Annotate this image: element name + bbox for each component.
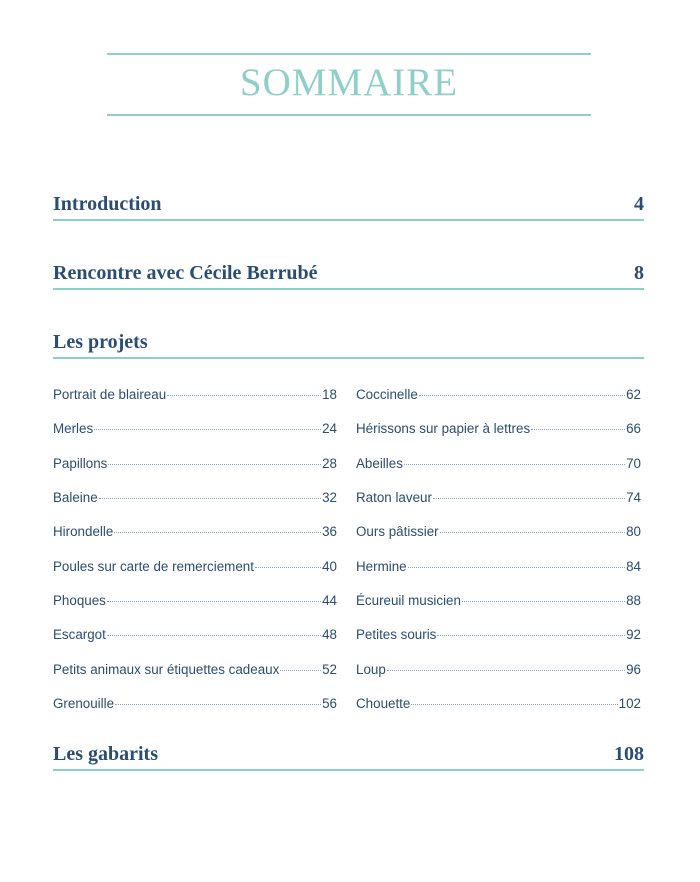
toc-entry[interactable] xyxy=(53,456,337,474)
leader-dots xyxy=(255,566,321,568)
toc-entry[interactable] xyxy=(356,490,641,508)
entry-page: 44 xyxy=(322,593,337,608)
entry-label: Phoques xyxy=(53,593,106,608)
toc-entry[interactable] xyxy=(53,421,337,439)
section-rule xyxy=(53,769,644,771)
section-label: Introduction xyxy=(53,193,162,215)
toc-entry[interactable] xyxy=(53,662,337,680)
entry-page: 36 xyxy=(322,524,337,539)
entry-page: 32 xyxy=(322,490,337,505)
leader-dots xyxy=(404,463,625,465)
section-label: Rencontre avec Cécile Berrubé xyxy=(53,262,318,284)
entry-page: 48 xyxy=(322,627,337,642)
toc-section-rencontre[interactable] xyxy=(53,262,644,285)
toc-entry[interactable] xyxy=(356,593,641,611)
leader-dots xyxy=(531,428,625,430)
toc-entry[interactable] xyxy=(356,662,641,680)
toc-section-introduction[interactable] xyxy=(53,193,644,216)
toc-entry[interactable] xyxy=(356,387,641,405)
leader-dots xyxy=(99,497,321,499)
entry-page: 70 xyxy=(626,456,641,471)
toc-section-gabarits[interactable] xyxy=(53,743,644,766)
section-page: 4 xyxy=(634,193,644,215)
section-page: 8 xyxy=(634,262,644,284)
entry-page: 96 xyxy=(626,662,641,677)
toc-entry[interactable] xyxy=(53,490,337,508)
toc-entry[interactable] xyxy=(53,387,337,405)
leader-dots xyxy=(108,463,321,465)
entry-label: Petits animaux sur étiquettes cadeaux xyxy=(53,662,280,677)
entry-page: 52 xyxy=(322,662,337,677)
entry-label: Petites souris xyxy=(356,627,437,642)
entry-page: 88 xyxy=(626,593,641,608)
title-rule-top xyxy=(107,53,591,55)
entry-label: Portrait de blaireau xyxy=(53,387,167,402)
section-label: Les projets xyxy=(53,331,148,353)
toc-entry[interactable] xyxy=(356,559,641,577)
leader-dots xyxy=(94,428,321,430)
page-title: SOMMAIRE xyxy=(239,61,459,104)
toc-entry[interactable] xyxy=(53,627,337,645)
title-rule-bottom xyxy=(107,114,591,116)
entry-label: Coccinelle xyxy=(356,387,418,402)
entry-label: Poules sur carte de remerciement xyxy=(53,559,254,574)
leader-dots xyxy=(408,566,625,568)
entry-page: 56 xyxy=(322,696,337,711)
toc-section-projets[interactable] xyxy=(53,331,644,354)
entry-label: Raton laveur xyxy=(356,490,432,505)
section-page: 108 xyxy=(614,743,644,765)
toc-entry[interactable] xyxy=(356,524,641,542)
entry-label: Ours pâtissier xyxy=(356,524,439,539)
entry-page: 92 xyxy=(626,627,641,642)
entry-page: 62 xyxy=(626,387,641,402)
toc-entry[interactable] xyxy=(53,524,337,542)
section-rule xyxy=(53,288,644,290)
entry-page: 84 xyxy=(626,559,641,574)
leader-dots xyxy=(167,394,321,396)
entry-label: Hérissons sur papier à lettres xyxy=(356,421,531,436)
leader-dots xyxy=(387,669,625,671)
leader-dots xyxy=(114,531,321,533)
leader-dots xyxy=(107,600,321,602)
leader-dots xyxy=(433,497,625,499)
entry-page: 40 xyxy=(322,559,337,574)
section-label: Les gabarits xyxy=(53,743,158,765)
section-rule xyxy=(53,357,644,359)
entry-label: Baleine xyxy=(53,490,98,505)
entry-label: Abeilles xyxy=(356,456,403,471)
entry-page: 102 xyxy=(618,696,641,711)
entry-label: Escargot xyxy=(53,627,106,642)
entry-page: 74 xyxy=(626,490,641,505)
leader-dots xyxy=(437,634,625,636)
entry-label: Papillons xyxy=(53,456,108,471)
leader-dots xyxy=(411,703,617,705)
leader-dots xyxy=(280,669,321,671)
leader-dots xyxy=(440,531,625,533)
entry-label: Grenouille xyxy=(53,696,115,711)
entry-label: Chouette xyxy=(356,696,411,711)
entry-label: Hermine xyxy=(356,559,407,574)
toc-entry[interactable] xyxy=(356,456,641,474)
entry-label: Hirondelle xyxy=(53,524,114,539)
leader-dots xyxy=(115,703,321,705)
entry-page: 24 xyxy=(322,421,337,436)
entry-page: 28 xyxy=(322,456,337,471)
leader-dots xyxy=(419,394,625,396)
entry-label: Écureuil musicien xyxy=(356,593,461,608)
entry-page: 66 xyxy=(626,421,641,436)
leader-dots xyxy=(107,634,321,636)
entry-page: 80 xyxy=(626,524,641,539)
entry-label: Loup xyxy=(356,662,386,677)
toc-entry[interactable] xyxy=(53,559,337,577)
entry-page: 18 xyxy=(322,387,337,402)
toc-entry[interactable] xyxy=(356,627,641,645)
leader-dots xyxy=(462,600,625,602)
toc-entry[interactable] xyxy=(53,696,337,714)
toc-entry[interactable] xyxy=(356,696,641,714)
toc-entry[interactable] xyxy=(356,421,641,439)
toc-entry[interactable] xyxy=(53,593,337,611)
entry-label: Merles xyxy=(53,421,94,436)
section-rule xyxy=(53,219,644,221)
